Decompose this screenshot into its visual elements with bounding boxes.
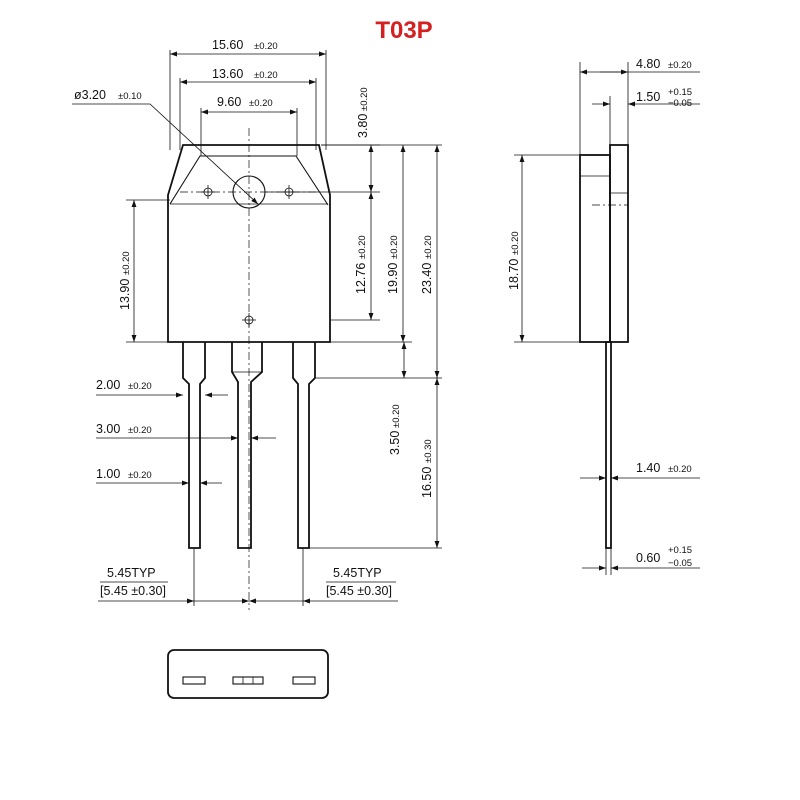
dim-12-76-label (354, 235, 368, 294)
dim-18-70-tol: ±0.20 (510, 231, 521, 255)
dim-1-00-tol: ±0.20 (128, 470, 152, 481)
dim-9-60-value: 9.60 (217, 95, 242, 109)
side-lead (606, 342, 611, 548)
pitch-left-sub: [5.45 ±0.30] (100, 584, 166, 598)
dim-3-00-tol: ±0.20 (128, 425, 152, 436)
dim-1-50-value: 1.50 (636, 90, 661, 104)
dim-1-40-tol: ±0.20 (668, 464, 692, 475)
dim-19-90-label (386, 235, 400, 294)
dim-18-70-label (507, 231, 521, 290)
dim-9-60-tol: ±0.20 (249, 98, 273, 109)
dim-13-60-value: 13.60 (212, 67, 244, 81)
dim-19-90-tol: ±0.20 (389, 235, 400, 259)
package-title: T03P (375, 17, 433, 44)
front-view (168, 128, 330, 610)
dim-3-50-tol: ±0.20 (391, 404, 402, 428)
bottom-view (168, 650, 328, 698)
lead-center (232, 342, 262, 548)
dim-3-80-value: 3.80 (356, 113, 370, 138)
pitch-right-sub: [5.45 ±0.30] (326, 584, 392, 598)
pin-marker-bottom (242, 313, 256, 327)
dim-13-90-label (118, 251, 132, 310)
dim-3-00-value: 3.00 (96, 422, 121, 436)
dim-0-60-up: +0.15 (668, 545, 693, 556)
dim-23-40-label (420, 235, 434, 294)
dim-23-40-tol: ±0.20 (423, 235, 434, 259)
dim-18-70-value: 18.70 (507, 258, 521, 290)
dim-3-80-label (356, 87, 370, 138)
dim-13-90-value: 13.90 (118, 278, 132, 310)
dim-16-50-tol: ±0.30 (423, 439, 434, 463)
bottom-outline (168, 650, 328, 698)
side-tab (610, 145, 628, 342)
lead-left (183, 342, 205, 548)
dim-0-60-value: 0.60 (636, 551, 661, 565)
side-view (580, 145, 628, 548)
dim-4-80-tol: ±0.20 (668, 60, 692, 71)
dim-15-60-value: 15.60 (212, 38, 244, 52)
pitch-right-value: 5.45TYP (333, 566, 382, 580)
dim-12-76-tol: ±0.20 (357, 235, 368, 259)
dim-12-76-value: 12.76 (354, 262, 368, 294)
dim-13-90-tol: ±0.20 (121, 251, 132, 275)
dim-4-80-value: 4.80 (636, 57, 661, 71)
hole-leader (72, 104, 258, 204)
hole-dia-tol: ±0.10 (118, 91, 142, 102)
dim-1-50-dn: −0.05 (668, 98, 693, 109)
dim-1-50-up: +0.15 (668, 87, 693, 98)
lead-right (293, 342, 315, 548)
dim-16-50-value: 16.50 (420, 466, 434, 498)
bottom-pad-right (293, 677, 315, 684)
dim-3-50-label (388, 404, 402, 455)
dim-3-80-tol: ±0.20 (359, 87, 370, 111)
dim-13-60-tol: ±0.20 (254, 70, 278, 81)
pitch-left-value: 5.45TYP (107, 566, 156, 580)
side-body (580, 155, 610, 342)
hole-dia-value: ø3.20 (74, 88, 106, 102)
bottom-pad-left (183, 677, 205, 684)
dim-0-60-dn: −0.05 (668, 558, 693, 569)
dim-16-50-label (420, 439, 434, 498)
dim-3-50-value: 3.50 (388, 430, 402, 455)
dim-23-40-value: 23.40 (420, 262, 434, 294)
dim-2-00-value: 2.00 (96, 378, 121, 392)
dim-2-00-tol: ±0.20 (128, 381, 152, 392)
pin-marker-left (201, 185, 215, 199)
dim-1-00-value: 1.00 (96, 467, 121, 481)
bottom-pad-center (233, 677, 263, 684)
dim-1-40-value: 1.40 (636, 461, 661, 475)
dim-19-90-value: 19.90 (386, 262, 400, 294)
dim-15-60-tol: ±0.20 (254, 41, 278, 52)
